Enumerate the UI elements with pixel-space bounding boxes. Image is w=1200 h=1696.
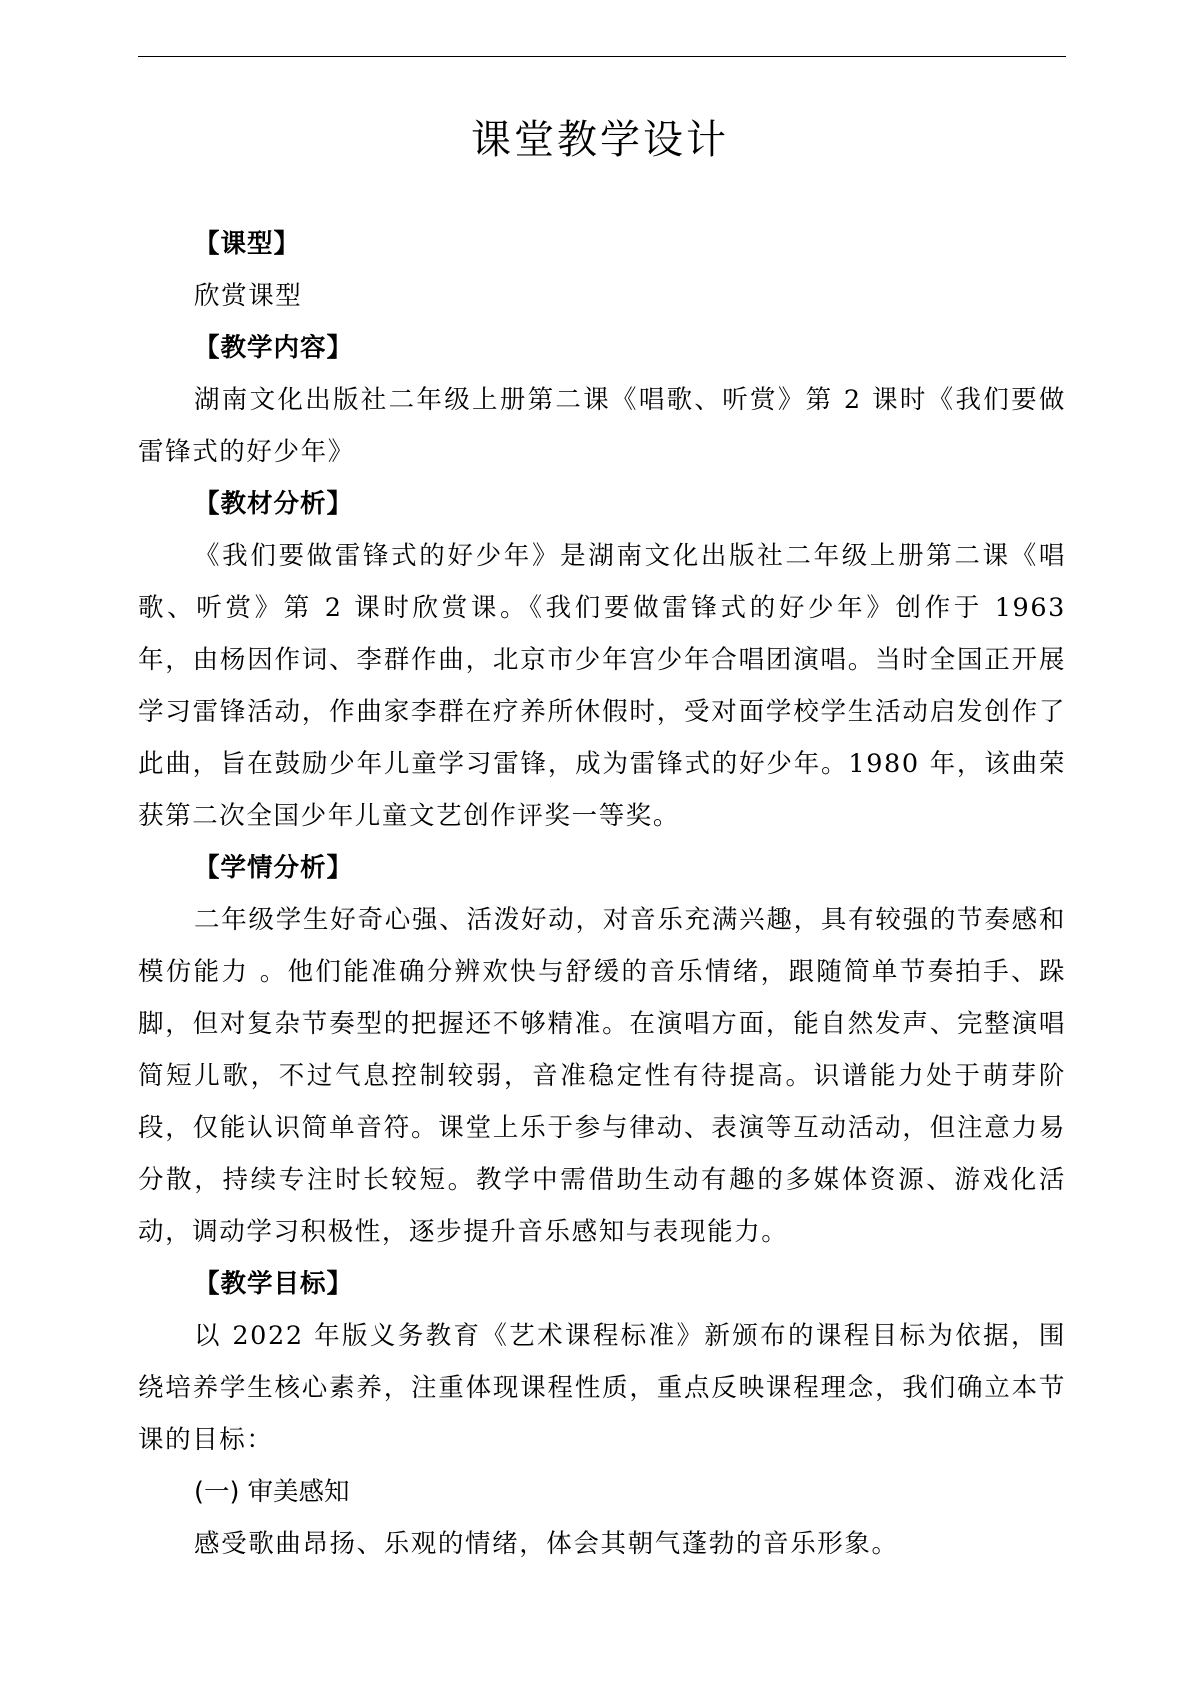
subsection-text-aesthetic: 感受歌曲昂扬、乐观的情绪，体会其朝气蓬勃的音乐形象。 [194, 1529, 899, 1559]
section-heading-teaching-goals: 【教学目标】 [194, 1269, 354, 1299]
section-heading-student-analysis: 【学情分析】 [194, 853, 354, 883]
section-text-textbook-analysis: 《我们要做雷锋式的好少年》是湖南文化出版社二年级上册第二课《唱歌、听赏》第 2 课时欣赏课。《我们要做雷锋式的好少年》创作于 1963 年，由杨因作词、李群作曲，北京市少年宫少年合唱团演唱。当时全国正开展学习雷锋活动，作曲家李群在疗养所休假时，受对面学校学生活动启发创作了此曲，旨在鼓励少年儿童学习雷锋，成为雷锋式的好少年。1980 年，该曲荣获第二次全国少年儿童文艺创作评奖一等奖。 [138, 541, 1066, 831]
section-text-lesson-type: 欣赏课型 [194, 281, 303, 311]
section-heading-textbook-analysis: 【教材分析】 [194, 489, 354, 519]
section-text-student-analysis: 二年级学生好奇心强、活泼好动，对音乐充满兴趣，具有较强的节奏感和模仿能力 。他们能准确分辨欢快与舒缓的音乐情绪，跟随简单节奏拍手、跺脚，但对复杂节奏型的把握还不够精准。在演唱方面，能自然发声、完整演唱简短儿歌，不过气息控制较弱，音准稳定性有待提高。识谱能力处于萌芽阶段，仅能认识简单音符。课堂上乐于参与律动、表演等互动活动，但注意力易分散，持续专注时长较短。教学中需借助生动有趣的多媒体资源、游戏化活动，调动学习积极性，逐步提升音乐感知与表现能力。 [138, 905, 1066, 1247]
section-heading-lesson-type: 【课型】 [194, 229, 301, 259]
subsection-heading-aesthetic: (一) 审美感知 [194, 1477, 350, 1507]
document-body [138, 218, 1066, 1570]
document-title: 课堂教学设计 [471, 117, 729, 163]
section-text-teaching-goals: 以 2022 年版义务教育《艺术课程标准》新颁布的课程目标为依据，围绕培养学生核心素养，注重体现课程性质，重点反映课程理念，我们确立本节课的目标： [138, 1321, 1066, 1455]
section-heading-teaching-content: 【教学内容】 [194, 333, 354, 363]
header-rule [138, 56, 1066, 57]
section-text-teaching-content: 湖南文化出版社二年级上册第二课《唱歌、听赏》第 2 课时《我们要做雷锋式的好少年》 [138, 385, 1066, 467]
